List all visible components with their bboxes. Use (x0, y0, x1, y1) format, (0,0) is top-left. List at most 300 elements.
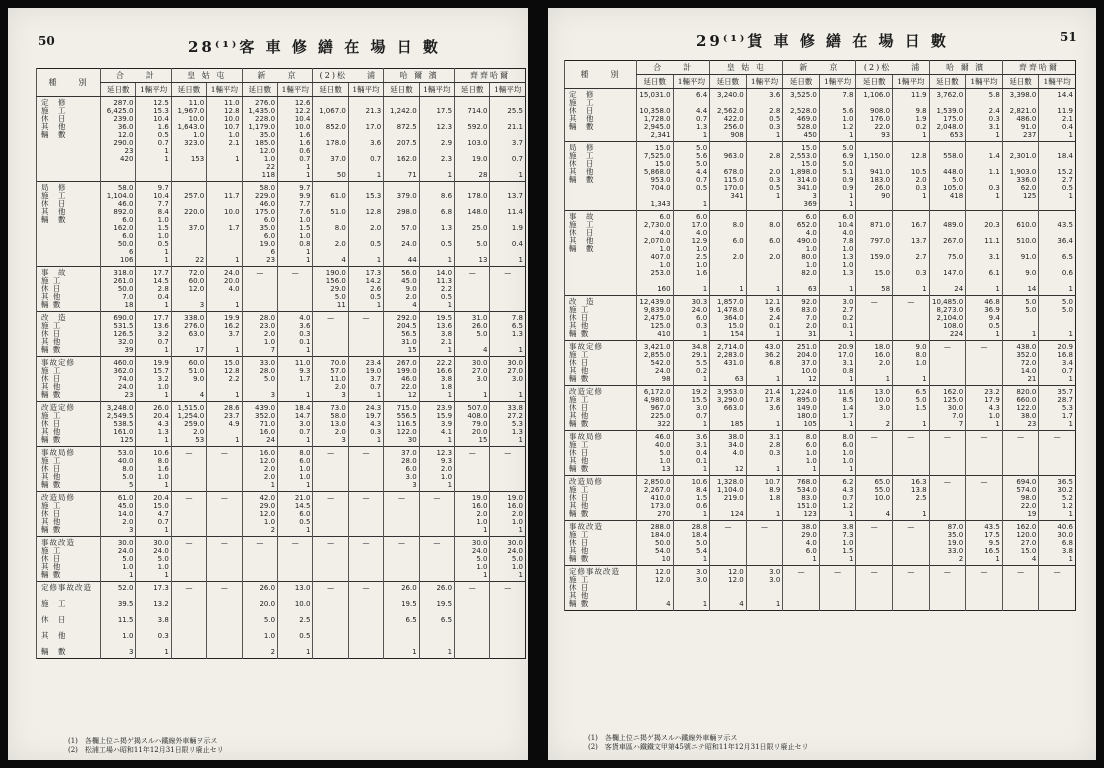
col-group-header: 皇 姑 屯 (710, 61, 783, 75)
cell-average: — (419, 492, 454, 537)
cell-total-days: 6.0 652.0 4.0 490.0 1.0 80.0 1.0 82.0 63 (783, 211, 820, 296)
cell-average: 19.2 15.5 3.0 0.7 1 (673, 386, 710, 431)
cell-average: — (348, 447, 383, 492)
cell-total-days: 13.0 10.0 3.0 2 (856, 386, 893, 431)
cell-average: 5.0 6.9 5.0 5.1 0.9 0.9 1 1 (819, 142, 856, 211)
cell-total-days: 42.0 29.0 12.0 1.0 2 (242, 492, 277, 537)
cell-total-days: 1,242.0 872.5 207.5 162.0 71 (384, 97, 419, 182)
cell-total-days: — (384, 492, 419, 537)
cell-average: 16.7 13.7 2.7 0.3 1 (893, 211, 930, 296)
row-category: 事故改造 施 工 休 日 其 他 輛 數 (37, 537, 101, 582)
cell-total-days: — (929, 341, 966, 386)
cell-average: 30.3 24.0 6.0 0.3 1 (673, 296, 710, 341)
cell-total-days: 3,762.0 1,539.0 175.0 2,048.0 653 (929, 89, 966, 142)
footnotes (588, 734, 809, 752)
cell-average: 9.0 8.0 1.0 1 (893, 341, 930, 386)
cell-total-days: 3,953.0 3,290.0 663.0 185 (710, 386, 747, 431)
cell-total-days: 73.0 58.0 13.0 2.0 3 (313, 402, 348, 447)
cell-total-days: 58.0 229.0 46.0 175.0 6.0 35.0 6.0 19.0 6 23 (242, 182, 277, 267)
cell-total-days: 8.0 6.0 1.0 1.0 1 (783, 431, 820, 476)
cell-total-days: 507.0 408.0 79.0 20.0 15 (455, 402, 490, 447)
cell-total-days: 768.0 534.0 83.0 151.0 123 (783, 476, 820, 521)
col-group-header: 哈 爾 濱 (929, 61, 1002, 75)
cell-average: 15.0 12.8 2.2 1 (207, 357, 242, 402)
cell-average: 35.7 28.7 5.3 1.7 1 (1039, 386, 1076, 431)
cell-average: 26.0 20.4 4.3 1.3 1 (136, 402, 171, 447)
col-group-header: (2)松 浦 (856, 61, 929, 75)
cell-total-days: 52.0 39.5 11.5 1.0 3 (101, 582, 136, 659)
cell-average: 6.0 17.0 4.0 12.9 1.0 2.5 1.0 1.6 1 (673, 211, 710, 296)
cell-total-days: — (242, 537, 277, 582)
cell-average: 14.0 11.3 2.2 0.5 1 (419, 267, 454, 312)
cell-total-days: 26.0 19.5 6.5 1 (384, 582, 419, 659)
cell-average: 28.8 18.4 5.0 5.4 1 (673, 521, 710, 566)
cell-total-days: 30.0 24.0 5.0 1.0 1 (101, 537, 136, 582)
cell-total-days: 257.0 220.0 37.0 22 (171, 182, 206, 267)
cell-average: 19.9 16.2 3.7 1 (207, 312, 242, 357)
table-row (37, 267, 526, 312)
cell-average: 17.3 13.2 3.8 0.3 1 (136, 582, 171, 659)
cell-total-days: — (455, 447, 490, 492)
table-row (565, 521, 1076, 566)
cell-average: — (278, 267, 313, 312)
cell-total-days: — (710, 521, 747, 566)
table-row (565, 341, 1076, 386)
sub-header-days: 延日數 (1002, 75, 1039, 89)
cell-average: 17.5 12.3 2.9 2.3 1 (419, 97, 454, 182)
cell-average: 20.9 17.0 3.1 0.8 1 (819, 341, 856, 386)
cell-average: 22.2 16.6 3.8 1.8 1 (419, 357, 454, 402)
cell-average: — (348, 492, 383, 537)
cell-total-days: 460.0 362.0 74.0 24.0 23 (101, 357, 136, 402)
cell-total-days: — (171, 447, 206, 492)
row-category: 改 造 施 工 休 日 其 他 輛 數 (37, 312, 101, 357)
cell-average: 20.3 11.1 3.1 6.1 1 (966, 211, 1003, 296)
cell-total-days: 287.0 6,425.0 239.0 36.0 12.0 290.0 23 420 (101, 97, 136, 182)
cell-average: — (1039, 566, 1076, 611)
cell-average: 3.0 3.0 1 (673, 566, 710, 611)
cell-total-days: 1,150.0 941.0 183.0 26.0 90 (856, 142, 893, 211)
row-category: 定 修 施 工 休 日 其 他 輛 數 (565, 89, 637, 142)
table-row (37, 357, 526, 402)
cell-total-days: 6.0 2,730.0 4.0 2,070.0 1.0 407.0 1.0 253.0 160 (637, 211, 674, 296)
cell-average: — (490, 267, 526, 312)
cell-total-days: 1,067.0 852.0 178.0 37.0 50 (313, 97, 348, 182)
cell-average: 23.4 19.0 3.7 0.7 1 (348, 357, 383, 402)
cell-average: 36.5 30.2 5.2 1.2 1 (1039, 476, 1076, 521)
cell-average: 6.5 5.0 1.5 1 (893, 386, 930, 431)
cell-average: 12.5 15.3 10.4 1.6 0.5 0.7 1 1 (136, 97, 171, 182)
cell-total-days: 379.0 298.0 57.0 24.0 44 (384, 182, 419, 267)
cell-total-days: 820.0 660.0 122.0 38.0 23 (1002, 386, 1039, 431)
footnote: (2) 松浦工場ハ昭和11年12月31日限リ廢止セリ (68, 746, 224, 754)
col-group-header: 皇 姑 屯 (171, 69, 242, 83)
cell-total-days: — (783, 566, 820, 611)
table-row (565, 211, 1076, 296)
cell-total-days: 19.0 16.0 2.0 1.0 1 (455, 492, 490, 537)
row-category: 改造定修 施 工 休 日 其 他 輛 數 (565, 386, 637, 431)
cell-total-days: 8.0 6.0 2.0 1 (710, 211, 747, 296)
col-group-header: 新 京 (242, 69, 313, 83)
col-group-header: 哈 爾 濱 (384, 69, 455, 83)
table-row (37, 312, 526, 357)
row-category: 定修事故改造 施 工 休 日 其 他 輛 數 (37, 582, 101, 659)
cell-average: — (819, 566, 856, 611)
cell-total-days: — (242, 267, 277, 312)
cell-average: — (746, 521, 783, 566)
cell-total-days: — (455, 267, 490, 312)
cell-total-days: — (171, 582, 206, 659)
cell-total-days: — (929, 476, 966, 521)
cell-total-days: — (856, 296, 893, 341)
cell-total-days: 6,172.0 4,980.0 967.0 225.0 322 (637, 386, 674, 431)
cell-average: 11.0 12.8 10.0 10.7 1.0 2.1 1 (207, 97, 242, 182)
cell-average: 17.3 14.2 2.6 0.5 1 (348, 267, 383, 312)
cell-total-days: 1,515.0 1,254.0 259.0 2.0 53 (171, 402, 206, 447)
cell-average: — (207, 537, 242, 582)
footnote: (1) 各欄上位ニ掲ゲ揭スルハ鐵線外車輛ヲ示ス (68, 737, 218, 745)
cell-average: 30.0 24.0 5.0 1.0 1 (490, 537, 526, 582)
cell-average: 46.8 36.9 9.4 0.5 1 (966, 296, 1003, 341)
cell-total-days: 963.0 678.0 115.0 170.0 341 (710, 142, 747, 211)
cell-average: 43.5 36.4 6.5 0.6 1 (1039, 211, 1076, 296)
cell-total-days: 53.0 40.0 8.0 5.0 5 (101, 447, 136, 492)
table-row (37, 97, 526, 182)
cell-average: 9.7 10.4 7.7 8.4 1.0 1.5 1.0 0.5 1 1 (136, 182, 171, 267)
cell-average: 23.9 15.9 3.9 4.1 1 (419, 402, 454, 447)
cell-total-days: 162.0 120.0 27.0 15.0 4 (1002, 521, 1039, 566)
cell-average: — (207, 582, 242, 659)
page-title: 28⁽¹⁾客 車 修 繕 在 場 日 數 (188, 38, 441, 56)
cell-total-days: 3,240.0 2,562.0 422.0 256.0 908 (710, 89, 747, 142)
cell-total-days: 61.0 51.0 8.0 2.0 4 (313, 182, 348, 267)
cell-total-days: 489.0 267.0 75.0 147.0 24 (929, 211, 966, 296)
row-category: 局 修 施 工 休 日 其 他 輛 數 (37, 182, 101, 267)
cell-average: 16.3 13.8 2.5 1 (893, 476, 930, 521)
cell-average: 21.4 17.8 3.6 1 (746, 386, 783, 431)
cell-total-days: — (929, 566, 966, 611)
cell-total-days: 18.0 16.0 2.0 1 (856, 341, 893, 386)
sub-header-avg: 1輛平均 (893, 75, 930, 89)
cell-average: 3.6 2.8 0.5 0.3 1 (746, 89, 783, 142)
header-category: 種 別 (37, 69, 101, 97)
cell-average: 8.0 6.0 1.0 1.0 1 (819, 431, 856, 476)
cell-total-days: 72.0 60.0 12.0 3 (171, 267, 206, 312)
cell-total-days: 288.0 184.0 50.0 54.0 10 (637, 521, 674, 566)
sub-header-days: 延日數 (242, 83, 277, 97)
cell-total-days: 714.0 592.0 103.0 19.0 28 (455, 97, 490, 182)
cell-average: — (490, 582, 526, 659)
cell-total-days: 2,714.0 2,283.0 431.0 63 (710, 341, 747, 386)
cell-average: 1.4 1.1 0.3 1 (966, 142, 1003, 211)
col-group-header: 新 京 (783, 61, 856, 75)
cell-total-days: 56.0 45.0 9.0 2.0 4 (384, 267, 419, 312)
sub-header-avg: 1輛平均 (1039, 75, 1076, 89)
cell-average: — (893, 566, 930, 611)
table-row (565, 476, 1076, 521)
table-row (37, 537, 526, 582)
sub-header-days: 延日數 (710, 75, 747, 89)
cell-average: — (348, 537, 383, 582)
sub-header-avg: 1輛平均 (746, 75, 783, 89)
cell-total-days: — (455, 582, 490, 659)
row-category: 改 造 施 工 休 日 其 他 輛 數 (565, 296, 637, 341)
cell-total-days: — (313, 492, 348, 537)
cell-total-days: 1,106.0 908.0 176.0 22.0 93 (856, 89, 893, 142)
cell-average: 23.2 17.9 4.3 1.0 1 (966, 386, 1003, 431)
row-category: 改造局修 施 工 休 日 其 他 輛 數 (565, 476, 637, 521)
cell-total-days: 12.0 12.0 4 (710, 566, 747, 611)
cell-total-days: 162.0 125.0 30.0 7.0 7 (929, 386, 966, 431)
cell-average: 21.0 14.5 6.0 0.5 1 (278, 492, 313, 537)
cell-total-days: — (171, 492, 206, 537)
cell-total-days: 1,857.0 1,478.0 364.0 15.0 154 (710, 296, 747, 341)
sub-header-avg: 1輛平均 (348, 83, 383, 97)
cell-average: 24.3 19.7 4.3 0.3 1 (348, 402, 383, 447)
cell-total-days: 2,301.0 1,903.0 336.0 62.0 125 (1002, 142, 1039, 211)
cell-average: 11.7 10.0 1.7 1 (207, 182, 242, 267)
cell-total-days: 31.0 26.0 5.0 4 (455, 312, 490, 357)
cell-average: 18.4 14.7 3.0 0.7 1 (278, 402, 313, 447)
cell-average: 3.0 3.0 1 (746, 566, 783, 611)
col-group-header: 齊齊哈爾 (1002, 61, 1075, 75)
cell-average: 17.7 14.5 2.8 0.4 1 (136, 267, 171, 312)
table-row (565, 142, 1076, 211)
header-category: 種 別 (565, 61, 637, 89)
cell-average: — (207, 492, 242, 537)
table-row (37, 447, 526, 492)
left-page (8, 8, 528, 760)
cell-total-days: — (313, 447, 348, 492)
cell-average: 10.6 8.0 1.6 1.0 1 (136, 447, 171, 492)
cell-total-days: 30.0 27.0 3.0 1 (455, 357, 490, 402)
cell-total-days: 251.0 204.0 37.0 10.0 12 (783, 341, 820, 386)
cell-total-days: 190.0 156.0 29.0 5.0 11 (313, 267, 348, 312)
cell-average: 11.6 8.5 1.4 1.7 1 (819, 386, 856, 431)
table-row (37, 182, 526, 267)
cell-total-days: 267.0 199.0 46.0 22.0 12 (384, 357, 419, 402)
table-row (565, 296, 1076, 341)
table-row (37, 402, 526, 447)
page-number: 50 (38, 34, 55, 48)
cell-total-days: 58.0 1,104.0 46.0 892.0 6.0 162.0 6.0 50.0 6 106 (101, 182, 136, 267)
cell-total-days: 2,850.0 2,267.0 410.0 173.0 270 (637, 476, 674, 521)
cell-total-days: 12.0 12.0 4 (637, 566, 674, 611)
cell-total-days: 61.0 45.0 14.0 2.0 3 (101, 492, 136, 537)
cell-total-days: — (856, 521, 893, 566)
cell-average: — (966, 566, 1003, 611)
freight-car-repair-table (564, 60, 1076, 611)
cell-total-days: 12,439.0 9,839.0 2,475.0 125.0 410 (637, 296, 674, 341)
cell-total-days: 16.0 12.0 2.0 2.0 1 (242, 447, 277, 492)
row-category: 定修事故改造 施 工 休 日 其 他 輛 數 (565, 566, 637, 611)
sub-header-days: 延日數 (929, 75, 966, 89)
cell-average: 2.8 2.0 0.3 0.5 1 (746, 142, 783, 211)
col-group-header: 合 計 (101, 69, 172, 83)
cell-average: 8.6 6.8 1.3 0.5 1 (419, 182, 454, 267)
cell-average: — (348, 582, 383, 659)
cell-average: 18.4 15.2 2.7 0.5 1 (1039, 142, 1076, 211)
cell-average: — (348, 312, 383, 357)
sub-header-days: 延日數 (856, 75, 893, 89)
footnotes (68, 737, 224, 755)
cell-total-days: 15.0 7,525.0 15.0 5,868.0 953.0 704.0 1,343 (637, 142, 674, 211)
passenger-car-repair-table (36, 68, 526, 659)
cell-average: 6.4 4.4 0.7 1.3 1 (673, 89, 710, 142)
cell-total-days: — (856, 431, 893, 476)
cell-average: 12.6 12.2 10.4 10.0 1.6 1.6 0.6 0.7 1 1 (278, 97, 313, 182)
cell-total-days: — (171, 537, 206, 582)
cell-total-days: 3,421.0 2,855.0 542.0 24.0 98 (637, 341, 674, 386)
cell-total-days: 3,248.0 2,549.5 538.5 161.0 125 (101, 402, 136, 447)
cell-total-days: 610.0 510.0 91.0 9.0 14 (1002, 211, 1039, 296)
cell-total-days: — (384, 537, 419, 582)
cell-average: 25.5 21.1 3.7 0.7 1 (490, 97, 526, 182)
cell-average: 6.0 10.4 4.0 7.8 1.0 1.3 1.0 1.3 1 (819, 211, 856, 296)
cell-average: 12.3 9.3 2.0 1.0 1 (419, 447, 454, 492)
cell-total-days: 38.0 34.0 4.0 12 (710, 431, 747, 476)
row-category: 改造局修 施 工 休 日 其 他 輛 數 (37, 492, 101, 537)
cell-total-days: — (313, 312, 348, 357)
cell-total-days: 30.0 24.0 5.0 1.0 1 (455, 537, 490, 582)
row-category: 局 修 施 工 休 日 其 他 輛 數 (565, 142, 637, 211)
cell-average: 43.5 17.5 9.5 16.5 1 (966, 521, 1003, 566)
table-row (37, 492, 526, 537)
row-category: 事 故 施 工 休 日 其 他 輛 數 (37, 267, 101, 312)
cell-total-days: 1,328.0 1,104.0 219.0 124 (710, 476, 747, 521)
cell-total-days: 292.0 204.5 56.5 31.0 15 (384, 312, 419, 357)
cell-average: 7.8 6.5 1.3 1 (490, 312, 526, 357)
cell-average: — (278, 537, 313, 582)
cell-total-days: 26.0 20.0 5.0 1.0 2 (242, 582, 277, 659)
cell-average: 19.5 13.6 3.8 2.1 1 (419, 312, 454, 357)
sub-header-days: 延日數 (171, 83, 206, 97)
cell-total-days: — (929, 431, 966, 476)
cell-average: 4.0 3.6 0.3 0.1 1 (278, 312, 313, 357)
table-row (565, 566, 1076, 611)
sub-header-avg: 1輛平均 (819, 75, 856, 89)
cell-total-days: — (313, 582, 348, 659)
cell-total-days: 3,525.0 2,528.0 469.0 528.0 450 (783, 89, 820, 142)
sub-header-days: 延日數 (384, 83, 419, 97)
cell-total-days: 338.0 276.0 63.0 17 (171, 312, 206, 357)
cell-total-days: 1,224.0 895.0 149.0 180.0 105 (783, 386, 820, 431)
cell-total-days: 10,485.0 8,273.0 2,104.0 108.0 224 (929, 296, 966, 341)
cell-average: 17.7 13.6 3.2 0.7 1 (136, 312, 171, 357)
col-group-header: (2)松 浦 (313, 69, 384, 83)
cell-average: 8.0 6.0 2.0 1 (746, 211, 783, 296)
cell-average: 3.6 3.1 0.4 0.1 1 (673, 431, 710, 476)
page-number: 51 (1060, 30, 1077, 44)
cell-average: — (1039, 431, 1076, 476)
cell-average: — (490, 447, 526, 492)
cell-total-days: 3,398.0 2,821.0 486.0 91.0 237 (1002, 89, 1039, 142)
cell-average: 34.8 29.1 5.5 0.2 1 (673, 341, 710, 386)
cell-total-days: 871.0 797.0 159.0 15.0 58 (856, 211, 893, 296)
cell-average: — (893, 296, 930, 341)
table-row (565, 386, 1076, 431)
sub-header-avg: 1輛平均 (673, 75, 710, 89)
table-row (565, 431, 1076, 476)
cell-average: 12.1 9.6 2.4 0.1 1 (746, 296, 783, 341)
sub-header-avg: 1輛平均 (278, 83, 313, 97)
sub-header-avg: 1輛平均 (207, 83, 242, 97)
cell-total-days: 38.0 29.0 4.0 6.0 1 (783, 521, 820, 566)
cell-total-days: 87.0 35.0 19.0 33.0 2 (929, 521, 966, 566)
sub-header-days: 延日數 (101, 83, 136, 97)
cell-total-days: — (1002, 566, 1039, 611)
row-category: 事故定修 施 工 休 日 其 他 輛 數 (565, 341, 637, 386)
cell-average: 9.7 9.9 7.7 7.6 1.0 1.5 1.0 0.8 1 1 (278, 182, 313, 267)
cell-total-days: 558.0 448.0 5.0 105.0 418 (929, 142, 966, 211)
cell-average: 26.0 19.5 6.5 1 (419, 582, 454, 659)
cell-average: 14.4 11.9 2.1 0.4 1 (1039, 89, 1076, 142)
cell-total-days: 438.0 352.0 72.0 14.0 21 (1002, 341, 1039, 386)
cell-average: 10.7 8.9 1.8 1 (746, 476, 783, 521)
cell-total-days: — (1002, 431, 1039, 476)
row-category: 改造定修 施 工 休 日 其 他 輛 數 (37, 402, 101, 447)
cell-average: 5.0 5.6 5.0 4.4 0.7 0.5 1 (673, 142, 710, 211)
row-category: 事故定修 施 工 休 日 其 他 輛 數 (37, 357, 101, 402)
footnote: (1) 各欄上位ニ掲ゲ揭スルハ鐵線外車輛ヲ示ス (588, 734, 738, 742)
cell-average: 3.8 7.3 1.0 1.5 1 (819, 521, 856, 566)
cell-total-days: 15,031.0 10,358.0 1,728.0 2,945.0 2,341 (637, 89, 674, 142)
table-row (37, 582, 526, 659)
cell-average: 20.9 16.8 3.4 0.7 1 (1039, 341, 1076, 386)
sub-header-avg: 1輛平均 (419, 83, 454, 97)
cell-average: 28.6 23.7 4.9 1 (207, 402, 242, 447)
cell-total-days: 70.0 57.0 11.0 2.0 3 (313, 357, 348, 402)
cell-total-days: — (313, 537, 348, 582)
table-row (565, 89, 1076, 142)
sub-header-days: 延日數 (313, 83, 348, 97)
cell-average: 20.4 15.0 4.7 0.7 1 (136, 492, 171, 537)
cell-total-days: 33.0 28.0 5.0 3 (242, 357, 277, 402)
sub-header-avg: 1輛平均 (490, 83, 526, 97)
sub-header-days: 延日數 (455, 83, 490, 97)
cell-average: 7.8 5.6 1.0 1.2 1 (819, 89, 856, 142)
cell-total-days: 15.0 2,553.0 15.0 1,898.0 314.0 341.0 3 369 (783, 142, 820, 211)
cell-total-days: — (856, 566, 893, 611)
cell-total-days: 65.0 55.0 10.0 4 (856, 476, 893, 521)
sub-header-days: 延日數 (783, 75, 820, 89)
sub-header-avg: 1輛平均 (136, 83, 171, 97)
cell-average: 19.9 15.7 3.2 1.0 1 (136, 357, 171, 402)
cell-total-days: 46.0 40.0 5.0 1.0 13 (637, 431, 674, 476)
sub-header-days: 延日數 (637, 75, 674, 89)
cell-average: 19.0 16.0 2.0 1.0 1 (490, 492, 526, 537)
table-body (37, 97, 526, 659)
cell-total-days: 178.0 148.0 25.0 5.0 13 (455, 182, 490, 267)
cell-average: 12.8 10.5 2.0 0.3 1 (893, 142, 930, 211)
cell-average: 8.0 6.0 1.0 1.0 1 (278, 447, 313, 492)
cell-average: 6.2 4.3 0.7 1.2 1 (819, 476, 856, 521)
cell-average: 15.3 12.8 2.0 0.5 1 (348, 182, 383, 267)
cell-average: — (966, 476, 1003, 521)
cell-average: 21.3 17.0 3.6 0.7 1 (348, 97, 383, 182)
cell-average: 30.0 24.0 5.0 1.0 1 (136, 537, 171, 582)
cell-total-days: 439.0 352.0 71.0 16.0 24 (242, 402, 277, 447)
cell-average: — (893, 521, 930, 566)
cell-total-days: 690.0 531.5 126.5 32.0 39 (101, 312, 136, 357)
cell-average: — (966, 431, 1003, 476)
cell-average: — (893, 431, 930, 476)
col-group-header: 齊齊哈爾 (455, 69, 526, 83)
row-category: 事故改造 施 工 休 日 其 他 輛 數 (565, 521, 637, 566)
cell-total-days: 5.0 5.0 1 (1002, 296, 1039, 341)
cell-average: — (207, 447, 242, 492)
cell-average: 10.6 8.4 1.5 0.6 1 (673, 476, 710, 521)
